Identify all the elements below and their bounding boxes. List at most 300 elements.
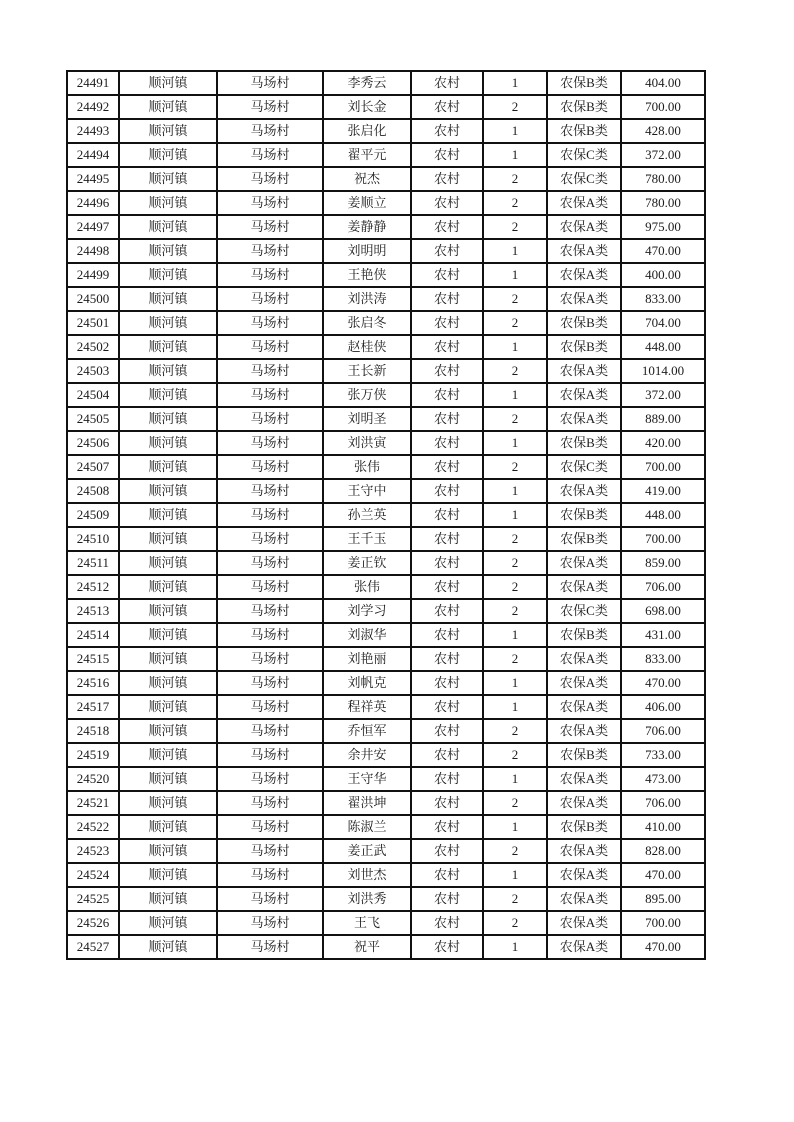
cell-town: 顺河镇: [119, 143, 217, 167]
cell-serial-number: 24508: [67, 479, 119, 503]
table-row: [67, 71, 705, 95]
cell-residence-type: 农村: [411, 671, 483, 695]
cell-residence-type: 农村: [411, 695, 483, 719]
cell-town: 顺河镇: [119, 215, 217, 239]
cell-amount: 895.00: [621, 887, 705, 911]
cell-person-count: 2: [483, 287, 547, 311]
cell-serial-number: 24513: [67, 599, 119, 623]
cell-person-count: 2: [483, 407, 547, 431]
cell-insurance-category: 农保B类: [547, 743, 621, 767]
insurance-payment-table: [66, 70, 706, 960]
cell-amount: 470.00: [621, 863, 705, 887]
cell-village: 马场村: [217, 575, 323, 599]
cell-amount: 448.00: [621, 503, 705, 527]
cell-person-name: 王守中: [323, 479, 411, 503]
cell-amount: 410.00: [621, 815, 705, 839]
cell-person-count: 2: [483, 719, 547, 743]
table-row: [67, 431, 705, 455]
cell-village: 马场村: [217, 599, 323, 623]
cell-residence-type: 农村: [411, 527, 483, 551]
cell-insurance-category: 农保B类: [547, 503, 621, 527]
cell-residence-type: 农村: [411, 191, 483, 215]
cell-village: 马场村: [217, 839, 323, 863]
cell-serial-number: 24518: [67, 719, 119, 743]
cell-town: 顺河镇: [119, 335, 217, 359]
table-row: [67, 383, 705, 407]
cell-person-count: 2: [483, 215, 547, 239]
table-row: [67, 767, 705, 791]
cell-person-name: 刘长金: [323, 95, 411, 119]
cell-person-count: 1: [483, 815, 547, 839]
table-row: [67, 311, 705, 335]
cell-person-count: 1: [483, 935, 547, 959]
cell-serial-number: 24515: [67, 647, 119, 671]
cell-person-count: 1: [483, 71, 547, 95]
table-row: [67, 623, 705, 647]
cell-insurance-category: 农保B类: [547, 335, 621, 359]
cell-village: 马场村: [217, 503, 323, 527]
table-row: [67, 143, 705, 167]
cell-village: 马场村: [217, 719, 323, 743]
cell-village: 马场村: [217, 455, 323, 479]
cell-person-count: 2: [483, 839, 547, 863]
cell-insurance-category: 农保A类: [547, 407, 621, 431]
cell-residence-type: 农村: [411, 575, 483, 599]
cell-residence-type: 农村: [411, 119, 483, 143]
cell-village: 马场村: [217, 239, 323, 263]
cell-town: 顺河镇: [119, 671, 217, 695]
cell-town: 顺河镇: [119, 623, 217, 647]
cell-person-name: 王艳侠: [323, 263, 411, 287]
cell-village: 马场村: [217, 791, 323, 815]
cell-person-count: 2: [483, 95, 547, 119]
cell-amount: 706.00: [621, 719, 705, 743]
cell-person-count: 2: [483, 575, 547, 599]
cell-person-name: 乔恒军: [323, 719, 411, 743]
cell-residence-type: 农村: [411, 887, 483, 911]
cell-residence-type: 农村: [411, 479, 483, 503]
cell-person-count: 2: [483, 551, 547, 575]
cell-amount: 698.00: [621, 599, 705, 623]
table-row: [67, 575, 705, 599]
table-row: [67, 287, 705, 311]
cell-amount: 780.00: [621, 191, 705, 215]
cell-serial-number: 24507: [67, 455, 119, 479]
cell-serial-number: 24512: [67, 575, 119, 599]
cell-serial-number: 24505: [67, 407, 119, 431]
cell-village: 马场村: [217, 167, 323, 191]
cell-person-name: 李秀云: [323, 71, 411, 95]
cell-person-name: 张启化: [323, 119, 411, 143]
cell-town: 顺河镇: [119, 383, 217, 407]
cell-residence-type: 农村: [411, 767, 483, 791]
cell-insurance-category: 农保A类: [547, 791, 621, 815]
cell-residence-type: 农村: [411, 719, 483, 743]
cell-town: 顺河镇: [119, 503, 217, 527]
cell-serial-number: 24516: [67, 671, 119, 695]
table-row: [67, 887, 705, 911]
table-row: [67, 503, 705, 527]
cell-village: 马场村: [217, 911, 323, 935]
cell-serial-number: 24504: [67, 383, 119, 407]
cell-town: 顺河镇: [119, 527, 217, 551]
cell-insurance-category: 农保B类: [547, 95, 621, 119]
cell-person-name: 刘洪寅: [323, 431, 411, 455]
cell-insurance-category: 农保B类: [547, 623, 621, 647]
cell-serial-number: 24524: [67, 863, 119, 887]
cell-amount: 431.00: [621, 623, 705, 647]
table-row: [67, 551, 705, 575]
cell-residence-type: 农村: [411, 359, 483, 383]
cell-village: 马场村: [217, 119, 323, 143]
cell-amount: 400.00: [621, 263, 705, 287]
cell-town: 顺河镇: [119, 455, 217, 479]
cell-village: 马场村: [217, 623, 323, 647]
cell-amount: 428.00: [621, 119, 705, 143]
cell-town: 顺河镇: [119, 95, 217, 119]
cell-village: 马场村: [217, 863, 323, 887]
cell-town: 顺河镇: [119, 791, 217, 815]
cell-insurance-category: 农保A类: [547, 863, 621, 887]
cell-serial-number: 24493: [67, 119, 119, 143]
cell-insurance-category: 农保A类: [547, 383, 621, 407]
cell-serial-number: 24497: [67, 215, 119, 239]
cell-town: 顺河镇: [119, 647, 217, 671]
cell-village: 马场村: [217, 647, 323, 671]
cell-person-count: 2: [483, 311, 547, 335]
cell-amount: 859.00: [621, 551, 705, 575]
cell-person-name: 刘洪秀: [323, 887, 411, 911]
cell-town: 顺河镇: [119, 815, 217, 839]
cell-insurance-category: 农保A类: [547, 695, 621, 719]
cell-serial-number: 24514: [67, 623, 119, 647]
cell-insurance-category: 农保A类: [547, 767, 621, 791]
cell-town: 顺河镇: [119, 119, 217, 143]
cell-town: 顺河镇: [119, 743, 217, 767]
cell-person-count: 1: [483, 695, 547, 719]
cell-serial-number: 24525: [67, 887, 119, 911]
cell-residence-type: 农村: [411, 791, 483, 815]
cell-amount: 700.00: [621, 455, 705, 479]
cell-amount: 733.00: [621, 743, 705, 767]
cell-village: 马场村: [217, 95, 323, 119]
cell-town: 顺河镇: [119, 551, 217, 575]
cell-residence-type: 农村: [411, 815, 483, 839]
cell-village: 马场村: [217, 887, 323, 911]
cell-person-count: 2: [483, 527, 547, 551]
cell-insurance-category: 农保A类: [547, 215, 621, 239]
cell-person-name: 刘洪涛: [323, 287, 411, 311]
cell-town: 顺河镇: [119, 287, 217, 311]
cell-person-name: 姜正武: [323, 839, 411, 863]
cell-amount: 700.00: [621, 911, 705, 935]
cell-person-name: 张启冬: [323, 311, 411, 335]
cell-person-count: 1: [483, 431, 547, 455]
table-row: [67, 455, 705, 479]
table-row: [67, 719, 705, 743]
table-row: [67, 695, 705, 719]
cell-serial-number: 24509: [67, 503, 119, 527]
cell-serial-number: 24527: [67, 935, 119, 959]
cell-amount: 420.00: [621, 431, 705, 455]
cell-person-name: 姜顺立: [323, 191, 411, 215]
cell-person-name: 刘帆克: [323, 671, 411, 695]
cell-residence-type: 农村: [411, 407, 483, 431]
cell-insurance-category: 农保A类: [547, 671, 621, 695]
cell-residence-type: 农村: [411, 263, 483, 287]
cell-person-name: 刘明圣: [323, 407, 411, 431]
cell-person-name: 刘明明: [323, 239, 411, 263]
table-row: [67, 839, 705, 863]
cell-serial-number: 24511: [67, 551, 119, 575]
cell-person-count: 1: [483, 335, 547, 359]
cell-town: 顺河镇: [119, 911, 217, 935]
cell-residence-type: 农村: [411, 95, 483, 119]
cell-town: 顺河镇: [119, 839, 217, 863]
cell-serial-number: 24495: [67, 167, 119, 191]
cell-residence-type: 农村: [411, 167, 483, 191]
cell-insurance-category: 农保A类: [547, 479, 621, 503]
table-row: [67, 359, 705, 383]
cell-village: 马场村: [217, 191, 323, 215]
cell-insurance-category: 农保A类: [547, 263, 621, 287]
cell-insurance-category: 农保A类: [547, 839, 621, 863]
cell-person-name: 刘艳丽: [323, 647, 411, 671]
cell-serial-number: 24499: [67, 263, 119, 287]
table-row: [67, 791, 705, 815]
cell-person-name: 张伟: [323, 575, 411, 599]
table-row: [67, 215, 705, 239]
cell-town: 顺河镇: [119, 311, 217, 335]
cell-insurance-category: 农保B类: [547, 815, 621, 839]
cell-village: 马场村: [217, 935, 323, 959]
cell-serial-number: 24510: [67, 527, 119, 551]
cell-serial-number: 24502: [67, 335, 119, 359]
cell-residence-type: 农村: [411, 863, 483, 887]
cell-residence-type: 农村: [411, 143, 483, 167]
cell-serial-number: 24491: [67, 71, 119, 95]
cell-person-name: 赵桂侠: [323, 335, 411, 359]
cell-residence-type: 农村: [411, 599, 483, 623]
cell-serial-number: 24496: [67, 191, 119, 215]
cell-person-name: 程祥英: [323, 695, 411, 719]
table-row: [67, 863, 705, 887]
cell-village: 马场村: [217, 287, 323, 311]
cell-serial-number: 24500: [67, 287, 119, 311]
cell-person-count: 2: [483, 743, 547, 767]
cell-village: 马场村: [217, 359, 323, 383]
cell-town: 顺河镇: [119, 599, 217, 623]
cell-amount: 780.00: [621, 167, 705, 191]
cell-serial-number: 24522: [67, 815, 119, 839]
table-row: [67, 95, 705, 119]
cell-town: 顺河镇: [119, 431, 217, 455]
cell-person-count: 2: [483, 455, 547, 479]
cell-person-name: 祝平: [323, 935, 411, 959]
cell-person-name: 刘世杰: [323, 863, 411, 887]
cell-residence-type: 农村: [411, 431, 483, 455]
cell-person-count: 1: [483, 503, 547, 527]
cell-town: 顺河镇: [119, 191, 217, 215]
cell-amount: 833.00: [621, 647, 705, 671]
cell-person-name: 姜正钦: [323, 551, 411, 575]
cell-residence-type: 农村: [411, 743, 483, 767]
cell-amount: 706.00: [621, 791, 705, 815]
cell-insurance-category: 农保A类: [547, 359, 621, 383]
cell-person-name: 翟洪坤: [323, 791, 411, 815]
cell-village: 马场村: [217, 311, 323, 335]
cell-person-count: 1: [483, 383, 547, 407]
cell-village: 马场村: [217, 143, 323, 167]
cell-insurance-category: 农保A类: [547, 191, 621, 215]
cell-residence-type: 农村: [411, 71, 483, 95]
cell-amount: 975.00: [621, 215, 705, 239]
cell-town: 顺河镇: [119, 695, 217, 719]
cell-amount: 828.00: [621, 839, 705, 863]
cell-amount: 700.00: [621, 527, 705, 551]
cell-serial-number: 24517: [67, 695, 119, 719]
cell-person-count: 2: [483, 887, 547, 911]
cell-insurance-category: 农保A类: [547, 551, 621, 575]
cell-person-count: 1: [483, 239, 547, 263]
table-row: [67, 911, 705, 935]
cell-person-count: 1: [483, 671, 547, 695]
table-row: [67, 647, 705, 671]
cell-person-count: 2: [483, 647, 547, 671]
cell-residence-type: 农村: [411, 239, 483, 263]
cell-insurance-category: 农保B类: [547, 119, 621, 143]
cell-serial-number: 24519: [67, 743, 119, 767]
table-row: [67, 479, 705, 503]
cell-insurance-category: 农保A类: [547, 575, 621, 599]
table-row: [67, 599, 705, 623]
cell-person-name: 王守华: [323, 767, 411, 791]
cell-serial-number: 24523: [67, 839, 119, 863]
cell-village: 马场村: [217, 71, 323, 95]
table-row: [67, 407, 705, 431]
cell-amount: 470.00: [621, 239, 705, 263]
cell-serial-number: 24503: [67, 359, 119, 383]
cell-person-name: 王长新: [323, 359, 411, 383]
table-row: [67, 167, 705, 191]
cell-town: 顺河镇: [119, 575, 217, 599]
cell-person-name: 孙兰英: [323, 503, 411, 527]
cell-person-name: 王飞: [323, 911, 411, 935]
cell-town: 顺河镇: [119, 71, 217, 95]
cell-person-name: 姜静静: [323, 215, 411, 239]
cell-insurance-category: 农保C类: [547, 599, 621, 623]
cell-serial-number: 24501: [67, 311, 119, 335]
cell-residence-type: 农村: [411, 215, 483, 239]
cell-insurance-category: 农保B类: [547, 71, 621, 95]
cell-insurance-category: 农保B类: [547, 527, 621, 551]
cell-person-count: 1: [483, 767, 547, 791]
table-row: [67, 815, 705, 839]
cell-insurance-category: 农保A类: [547, 647, 621, 671]
table-row: [67, 743, 705, 767]
cell-village: 马场村: [217, 383, 323, 407]
cell-person-count: 2: [483, 167, 547, 191]
cell-insurance-category: 农保C类: [547, 455, 621, 479]
cell-residence-type: 农村: [411, 839, 483, 863]
cell-town: 顺河镇: [119, 719, 217, 743]
cell-person-name: 余井安: [323, 743, 411, 767]
cell-person-name: 翟平元: [323, 143, 411, 167]
cell-person-name: 祝杰: [323, 167, 411, 191]
cell-residence-type: 农村: [411, 911, 483, 935]
cell-person-name: 陈淑兰: [323, 815, 411, 839]
cell-village: 马场村: [217, 767, 323, 791]
cell-amount: 419.00: [621, 479, 705, 503]
cell-insurance-category: 农保B类: [547, 431, 621, 455]
cell-residence-type: 农村: [411, 287, 483, 311]
cell-amount: 406.00: [621, 695, 705, 719]
cell-insurance-category: 农保A类: [547, 911, 621, 935]
cell-person-count: 1: [483, 863, 547, 887]
cell-amount: 473.00: [621, 767, 705, 791]
cell-person-count: 1: [483, 143, 547, 167]
table-row: [67, 671, 705, 695]
cell-person-count: 2: [483, 191, 547, 215]
cell-person-name: 刘学习: [323, 599, 411, 623]
cell-person-count: 2: [483, 911, 547, 935]
cell-town: 顺河镇: [119, 239, 217, 263]
cell-village: 马场村: [217, 335, 323, 359]
cell-town: 顺河镇: [119, 359, 217, 383]
cell-residence-type: 农村: [411, 647, 483, 671]
cell-insurance-category: 农保C类: [547, 143, 621, 167]
cell-residence-type: 农村: [411, 935, 483, 959]
cell-person-count: 1: [483, 623, 547, 647]
cell-residence-type: 农村: [411, 335, 483, 359]
cell-town: 顺河镇: [119, 935, 217, 959]
cell-town: 顺河镇: [119, 407, 217, 431]
cell-residence-type: 农村: [411, 383, 483, 407]
cell-amount: 470.00: [621, 671, 705, 695]
cell-insurance-category: 农保A类: [547, 719, 621, 743]
cell-serial-number: 24521: [67, 791, 119, 815]
cell-person-count: 1: [483, 263, 547, 287]
cell-amount: 704.00: [621, 311, 705, 335]
cell-village: 马场村: [217, 695, 323, 719]
cell-insurance-category: 农保A类: [547, 239, 621, 263]
cell-residence-type: 农村: [411, 551, 483, 575]
cell-residence-type: 农村: [411, 503, 483, 527]
cell-serial-number: 24526: [67, 911, 119, 935]
cell-village: 马场村: [217, 743, 323, 767]
cell-serial-number: 24494: [67, 143, 119, 167]
cell-person-name: 张万侠: [323, 383, 411, 407]
cell-village: 马场村: [217, 215, 323, 239]
cell-residence-type: 农村: [411, 623, 483, 647]
cell-town: 顺河镇: [119, 887, 217, 911]
cell-amount: 700.00: [621, 95, 705, 119]
cell-village: 马场村: [217, 479, 323, 503]
cell-town: 顺河镇: [119, 479, 217, 503]
cell-village: 马场村: [217, 431, 323, 455]
table-row: [67, 263, 705, 287]
cell-town: 顺河镇: [119, 863, 217, 887]
cell-village: 马场村: [217, 263, 323, 287]
cell-serial-number: 24506: [67, 431, 119, 455]
cell-amount: 889.00: [621, 407, 705, 431]
cell-serial-number: 24492: [67, 95, 119, 119]
cell-person-name: 刘淑华: [323, 623, 411, 647]
cell-village: 马场村: [217, 815, 323, 839]
cell-insurance-category: 农保A类: [547, 935, 621, 959]
cell-person-count: 2: [483, 791, 547, 815]
cell-insurance-category: 农保A类: [547, 287, 621, 311]
